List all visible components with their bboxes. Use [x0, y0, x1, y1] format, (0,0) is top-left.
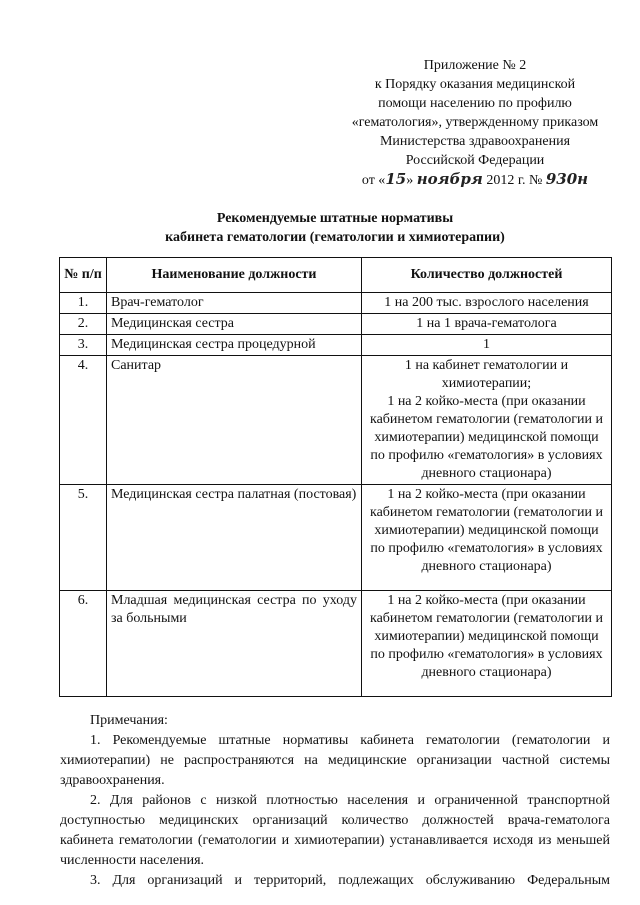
appendix-line: помощи населению по профилю [378, 96, 572, 111]
title-line-1: Рекомендуемые штатные нормативы [216, 211, 454, 226]
row-number: 2. [60, 314, 107, 335]
row-quantity: 1 на 200 тыс. взрослого населения [362, 293, 612, 314]
table-row [60, 314, 612, 335]
appendix-line: Российской Федерации [405, 153, 545, 168]
title-line-2: кабинета гематологии (гематологии и химиотерапии) [165, 230, 505, 245]
table-row [60, 335, 612, 356]
notes-section [60, 711, 610, 891]
appendix-line: «гематология», утвержденному приказом [351, 115, 599, 130]
row-number: 5. [60, 485, 107, 591]
row-position: Медицинская сестра процедурной [107, 335, 362, 356]
handwritten-day: 15 [385, 170, 407, 188]
date-year: 2012 г. № [486, 173, 543, 188]
row-position: Младшая медицинская сестра по уходу за больными [107, 591, 362, 697]
note-item: 2. Для районов с низкой плотностью населения и ограниченной транспортной доступностью медицинских организаций количество должностей врача-гематолога кабинета гематологии (гематологии и химиотерапии) устанавливается исходя из меньшей численности населения. [60, 793, 610, 868]
note-item: 1. Рекомендуемые штатные нормативы кабинета гематологии (гематологии и химиотерапии) не распространяются на медицинские организации частной системы здравоохранения. [60, 733, 610, 788]
appendix-line: к Порядку оказания медицинской [374, 77, 576, 92]
row-quantity: 1 на кабинет гематологии и химиотерапии; 1 на 2 койко-места (при оказании кабинетом гематологии (гематологии и химиотерапии) медицинской помощи по профилю «гематология» в условиях дневного стационара) [362, 356, 612, 485]
table-row [60, 293, 612, 314]
row-number: 1. [60, 293, 107, 314]
note-item: 3. Для организаций и территорий, подлежащих обслуживанию Федеральным [90, 873, 610, 888]
header-quantity: Количество должностей [362, 258, 612, 293]
appendix-line: Министерства здравоохранения [379, 134, 571, 149]
row-quantity: 1 [362, 335, 612, 356]
row-position: Санитар [107, 356, 362, 485]
handwritten-month: ноября [416, 170, 483, 188]
row-quantity: 1 на 2 койко-места (при оказании кабинетом гематологии (гематологии и химиотерапии) медицинской помощи по профилю «гематология» в условиях дневного стационара) [362, 485, 612, 591]
row-position: Врач-гематолог [107, 293, 362, 314]
row-quantity: 1 на 2 койко-места (при оказании кабинетом гематологии (гематологии и химиотерапии) медицинской помощи по профилю «гематология» в условиях дневного стационара) [362, 591, 612, 697]
appendix-line: Приложение № 2 [423, 58, 527, 73]
row-number: 4. [60, 356, 107, 485]
table-row [60, 485, 612, 591]
row-number: 6. [60, 591, 107, 697]
table-header-row [60, 258, 612, 293]
row-position: Медицинская сестра [107, 314, 362, 335]
header-number: № п/п [60, 258, 107, 293]
document-title [60, 209, 610, 247]
handwritten-order-number: 930н [545, 170, 589, 188]
notes-heading: Примечания: [90, 713, 168, 728]
row-number: 3. [60, 335, 107, 356]
row-position: Медицинская сестра палатная (постовая) [107, 485, 362, 591]
staffing-table [59, 257, 612, 697]
table-row [60, 591, 612, 697]
date-prefix: от « [361, 173, 386, 188]
header-position: Наименование должности [107, 258, 362, 293]
order-date-line [340, 170, 610, 190]
row-quantity: 1 на 1 врача-гематолога [362, 314, 612, 335]
appendix-header [340, 56, 610, 190]
table-row [60, 356, 612, 485]
date-sep: » [406, 173, 414, 188]
